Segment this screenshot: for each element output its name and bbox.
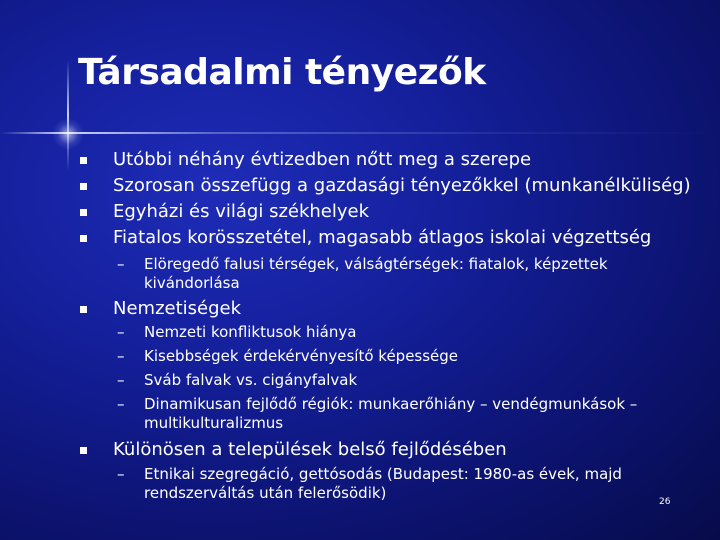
square-bullet-icon bbox=[80, 157, 87, 164]
bullet-text: Fiatalos korösszetétel, magasabb átlagos iskolai végzettség bbox=[113, 227, 652, 248]
decorative-glow bbox=[52, 118, 84, 150]
sub-bullet-text bbox=[144, 371, 684, 390]
sub-bullet-text bbox=[144, 395, 684, 433]
sub-bullet-text bbox=[144, 465, 684, 503]
bullet-text: Egyházi és világi székhelyek bbox=[113, 201, 370, 222]
sub-bullet-line: Etnikai szegregáció, gettósodás (Budapest: 1980-as évek, majd bbox=[144, 465, 622, 483]
slide-title: Társadalmi tényezők bbox=[78, 52, 486, 93]
sub-bullet-line: Sváb falvak vs. cigányfalvak bbox=[144, 371, 358, 389]
dash-bullet: – bbox=[117, 323, 125, 341]
dash-bullet: – bbox=[117, 371, 125, 389]
dash-bullet: – bbox=[117, 465, 125, 483]
bullet-text: Utóbbi néhány évtizedben nőtt meg a szerepe bbox=[113, 149, 532, 170]
decorative-vertical-line bbox=[67, 60, 69, 170]
sub-bullet-text bbox=[144, 347, 684, 366]
square-bullet-icon bbox=[80, 235, 87, 242]
sub-bullet-text bbox=[144, 323, 684, 342]
bullet-text: Nemzetiségek bbox=[113, 298, 242, 319]
sub-bullet-line: Elöregedő falusi térségek, válságtérségek: fiatalok, képzettek bbox=[144, 255, 608, 273]
dash-bullet: – bbox=[117, 395, 125, 413]
square-bullet-icon bbox=[80, 209, 87, 216]
square-bullet-icon bbox=[80, 447, 87, 454]
sub-bullet-line: Nemzeti konfliktusok hiánya bbox=[144, 323, 357, 341]
bullet-text: Szorosan összefügg a gazdasági tényezőkkel (munkanélküliség) bbox=[113, 175, 691, 196]
bullet-text: Különösen a települések belső fejlődésében bbox=[113, 439, 507, 460]
sub-bullet-line: rendszerváltás után felerősödik) bbox=[144, 484, 387, 502]
decorative-horizontal-line bbox=[0, 132, 720, 134]
sub-bullet-line: Dinamikusan fejlődő régiók: munkaerőhiány – vendégmunkások – bbox=[144, 395, 638, 413]
sub-bullet-line: Kisebbségek érdekérvényesítő képessége bbox=[144, 347, 459, 365]
dash-bullet: – bbox=[117, 347, 125, 365]
dash-bullet: – bbox=[117, 255, 125, 273]
sub-bullet-line: kivándorlása bbox=[144, 274, 240, 292]
sub-bullet-line: multikulturalizmus bbox=[144, 414, 284, 432]
page-number: 26 bbox=[659, 497, 671, 507]
square-bullet-icon bbox=[80, 306, 87, 313]
sub-bullet-text bbox=[144, 255, 684, 293]
square-bullet-icon bbox=[80, 183, 87, 190]
